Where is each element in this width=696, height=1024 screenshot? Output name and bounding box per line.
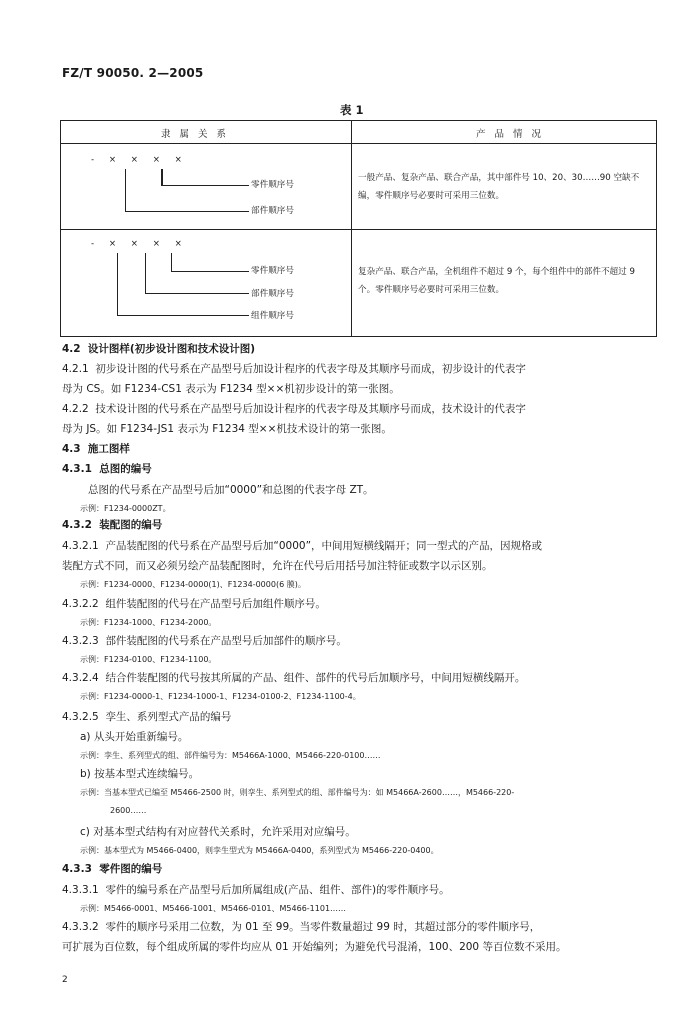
table-caption: 表 1 bbox=[340, 103, 364, 117]
standard-number: FZ/T 90050. 2—2005 bbox=[62, 66, 204, 80]
example-4-3-2-3: 示例：F1234-0100、F1234-1100。 bbox=[80, 655, 217, 664]
example-4-3-2-1: 示例：F1234-0000、F1234-0000(1)、F1234-0000(6 膜)。 bbox=[80, 580, 306, 589]
section-4-3: 4.3 施工图样 bbox=[62, 443, 130, 455]
label-component-number: 部件顺序号 bbox=[251, 206, 294, 216]
page-number: 2 bbox=[62, 975, 68, 985]
label-component-number-2: 部件顺序号 bbox=[251, 289, 294, 299]
para-4-3-2-4: 4.3.2.4 结合件装配图的代号按其所属的产品、组件、部件的代号后加顺序号，中间用短横线隔开。 bbox=[62, 672, 526, 684]
classification-table: 隶 属 关 系 产 品 情 况 - × × × × 零件顺序号 部件顺序号 一般产品、复杂产品、联合产品，其中部件号 10、20、30……90 空缺不编，零件顺序号必要时可采用三位数。 - × × × × 零件顺序号 部件顺序号 组件顺序号 复杂产品、联合产品，全机组件不超过 9 个，每个组件中的部件不超过 9 个。零件顺序号必要时可采用三位数。 bbox=[60, 120, 657, 337]
para-4-3-2-2: 4.3.2.2 组件装配图的代号在产品型号后加组件顺序号。 bbox=[62, 598, 326, 610]
example-a: 示例：孪生、系列型式的组、部件编号为：M5466A-1000、M5466-220-0100…… bbox=[80, 751, 381, 760]
para-4-3-1: 总图的代号系在产品型号后加“0000”和总图的代表字母 ZT。 bbox=[88, 484, 374, 496]
item-c: c) 对基本型式结构有对应替代关系时，允许采用对应编号。 bbox=[80, 826, 356, 838]
item-b: b) 按基本型式连续编号。 bbox=[80, 768, 200, 780]
table-header-relation: 隶 属 关 系 bbox=[161, 129, 230, 140]
para-4-3-3-1: 4.3.3.1 零件的编号系在产品型号后加所属组成(产品、组件、部件)的零件顺序号。 bbox=[62, 884, 450, 896]
label-part-number-2: 零件顺序号 bbox=[251, 266, 294, 276]
section-4-3-2: 4.3.2 装配图的编号 bbox=[62, 519, 163, 531]
para-4-2-2: 4.2.2 技术设计图的代号系在产品型号后加设计程序的代表字母及其顺序号而成，技术设计的代表字 bbox=[62, 403, 526, 415]
label-assembly-number: 组件顺序号 bbox=[251, 311, 294, 321]
row2-description: 复杂产品、联合产品，全机组件不超过 9 个，每个组件中的部件不超过 9 个。零件顺序号必要时可采用三位数。 bbox=[358, 267, 635, 295]
label-part-number: 零件顺序号 bbox=[251, 180, 294, 190]
section-4-3-1: 4.3.1 总图的编号 bbox=[62, 463, 152, 475]
example-b: 示例：当基本型式已编至 M5466-2500 时，则孪生、系列型式的组、部件编号为：如 M5466A-2600……，M5466-220- bbox=[80, 788, 515, 797]
example-4-3-3-1: 示例：M5466-0001、M5466-1001、M5466-0101、M5466-1101…… bbox=[80, 904, 347, 913]
example-c: 示例：基本型式为 M5466-0400，则孪生型式为 M5466A-0400，系列型式为 M5466-220-0400。 bbox=[80, 846, 439, 855]
item-a: a) 从头开始重新编号。 bbox=[80, 731, 189, 743]
example-4-3-1: 示例：F1234-0000ZT。 bbox=[80, 504, 171, 513]
para-4-3-2-1: 4.3.2.1 产品装配图的代号系在产品型号后加“0000”，中间用短横线隔开；同一型式的产品，因规格或 bbox=[62, 540, 543, 552]
example-4-3-2-2: 示例：F1234-1000、F1234-2000。 bbox=[80, 618, 217, 627]
row1-description: 一般产品、复杂产品、联合产品，其中部件号 10、20、30……90 空缺不编，零件顺序号必要时可采用三位数。 bbox=[358, 173, 640, 201]
para-4-2-1: 4.2.1 初步设计图的代号系在产品型号后加设计程序的代表字母及其顺序号而成，初步设计的代表字 bbox=[62, 363, 526, 375]
section-4-2: 4.2 设计图样(初步设计图和技术设计图) bbox=[62, 343, 256, 355]
para-4-3-2-5: 4.3.2.5 孪生、系列型式产品的编号 bbox=[62, 711, 232, 723]
table-header-product: 产 品 情 况 bbox=[476, 129, 545, 140]
para-4-3-3-2: 4.3.3.2 零件的顺序号采用二位数，为 01 至 99。当零件数量超过 99 时，其超过部分的零件顺序号， bbox=[62, 921, 541, 933]
example-4-3-2-4: 示例：F1234-0000-1、F1234-1000-1、F1234-0100-2、F1234-1100-4。 bbox=[80, 692, 361, 701]
para-4-3-2-3: 4.3.2.3 部件装配图的代号系在产品型号后加部件的顺序号。 bbox=[62, 635, 347, 647]
section-4-3-3: 4.3.3 零件图的编号 bbox=[62, 863, 163, 875]
